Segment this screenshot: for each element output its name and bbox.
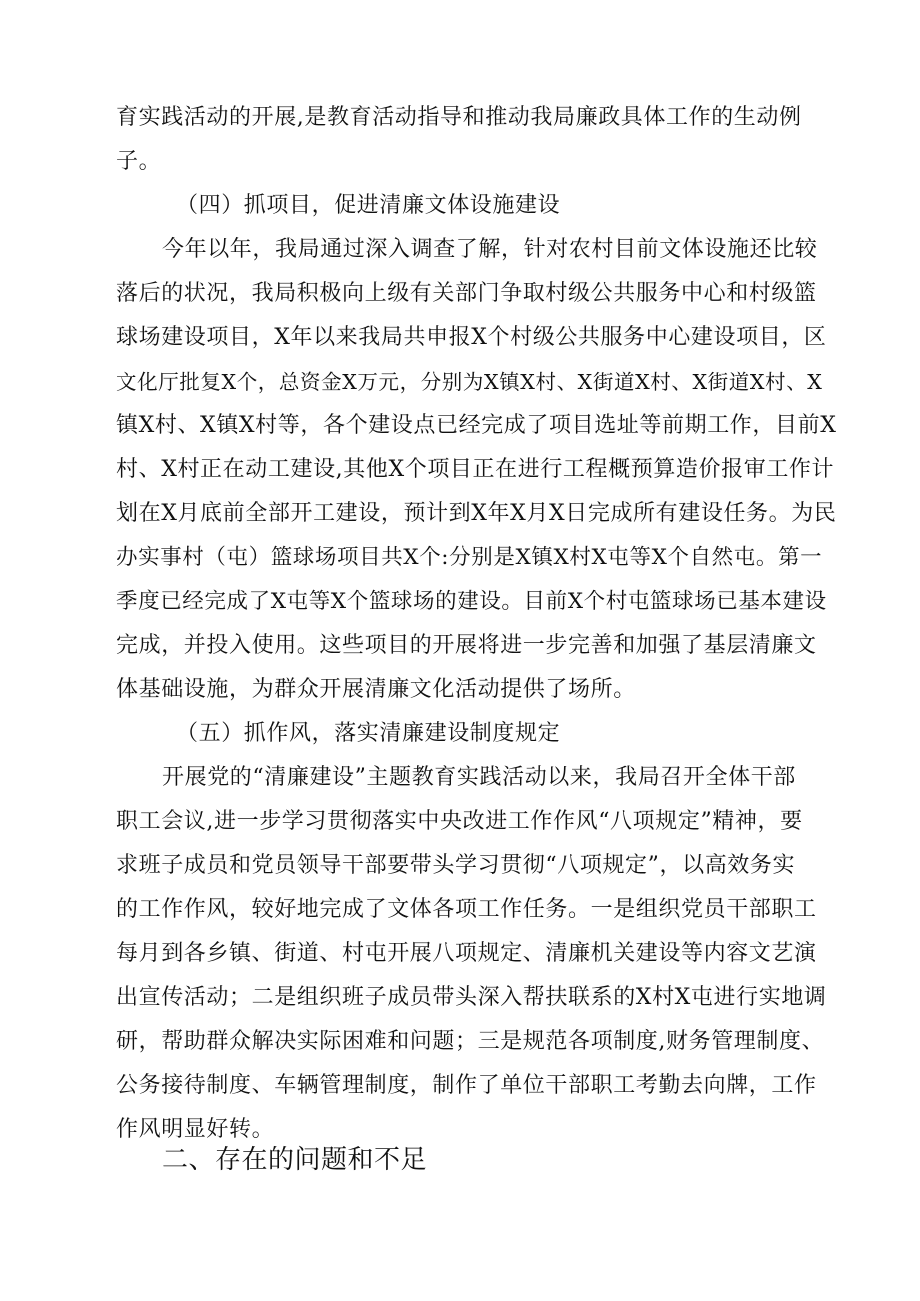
text-line: 的工作作风，较好地完成了文体各项工作任务。一是组织党员干部职工 (116, 897, 817, 922)
text-line: 求班子成员和党员领导干部要带头学习贯彻“八项规定”，以高效务实 (116, 853, 796, 878)
text-line: 今年以年，我局通过深入调查了解，针对农村目前文体设施还比较 (162, 237, 818, 262)
text-line: 公务接待制度、车辆管理制度，制作了单位干部职工考勤去向牌，工作 (116, 1073, 817, 1098)
text-line: 每月到各乡镇、街道、村屯开展八项规定、清廉机关建设等内容文艺演 (116, 941, 817, 966)
text-line: 子。 (116, 149, 162, 174)
text-line: 文化厅批复X个，总资金X万元，分别为X镇X村、X街道X村、X街道X村、X (116, 370, 823, 394)
text-line: 办实事村（屯）篮球场项目共X个:分别是X镇X村X屯等X个自然屯。第一 (116, 545, 823, 570)
text-line: 作风明显好转。 (116, 1117, 275, 1142)
section-heading: 二、存在的问题和不足 (162, 1145, 428, 1175)
text-line: 划在X月底前全部开工建设，预计到X年X月X日完成所有建设任务。为民 (116, 501, 836, 526)
text-line: 研，帮助群众解决实际困难和问题；三是规范各项制度,财务管理制度、 (116, 1029, 825, 1054)
text-line: 完成，并投入使用。这些项目的开展将进一步完善和加强了基层清廉文 (116, 633, 817, 658)
text-line: 落后的状况，我局积极向上级有关部门争取村级公共服务中心和村级篮 (116, 281, 817, 306)
subheading-five: （五）抓作风，落实清廉建设制度规定 (176, 721, 561, 746)
text-line: 球场建设项目，X年以来我局共申报X个村级公共服务中心建设项目，区 (116, 325, 827, 350)
text-line: 季度已经完成了X屯等X个篮球场的建设。目前X个村屯篮球场已基本建设 (116, 589, 827, 614)
text-line: 镇X村、X镇X村等，各个建设点已经完成了项目选址等前期工作，目前X (116, 413, 836, 438)
text-line: 村、X村正在动工建设,其他X个项目正在进行工程概预算造价报审工作计 (116, 457, 835, 482)
subheading-four: （四）抓项目，促进清廉文体设施建设 (176, 193, 561, 218)
text-line: 职工会议,进一步学习贯彻落实中央改进工作作风“八项规定”精神，要 (116, 809, 803, 834)
text-line: 体基础设施，为群众开展清廉文化活动提供了场所。 (116, 677, 636, 702)
text-line: 出宣传活动；二是组织班子成员带头深入帮扶联系的X村X屯进行实地调 (116, 985, 827, 1010)
text-line: 育实践活动的开展,是教育活动指导和推动我局廉政具体工作的生动例 (116, 105, 802, 130)
text-line: 开展党的“清廉建设”主题教育实践活动以来，我局召开全体干部 (162, 765, 796, 790)
